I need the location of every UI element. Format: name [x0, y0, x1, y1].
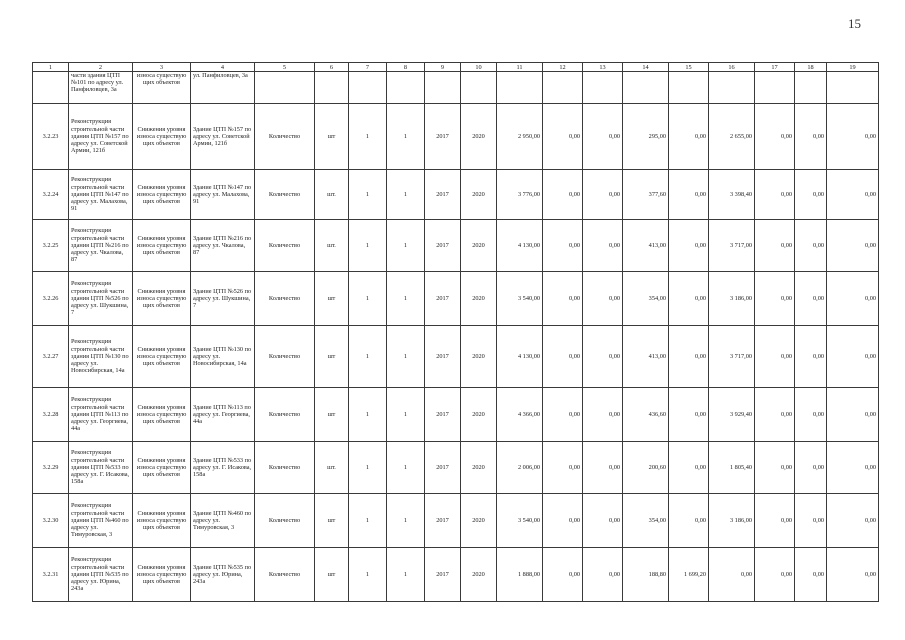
cell-c19: 0,00	[827, 494, 879, 548]
cell-c12: 0,00	[543, 548, 583, 602]
continuation-purpose: износа существую щих объектов	[133, 72, 191, 104]
cell-year-end: 2020	[461, 388, 497, 442]
cell-total: 4 366,00	[497, 388, 543, 442]
cell-c17: 0,00	[755, 388, 795, 442]
column-number: 10	[461, 63, 497, 72]
cell-c19: 0,00	[827, 548, 879, 602]
cell-c17: 0,00	[755, 104, 795, 170]
cell-v7: 1	[349, 220, 387, 272]
cell-total: 4 130,00	[497, 326, 543, 388]
cell-v8: 1	[387, 548, 425, 602]
cell-c14: 413,00	[623, 220, 669, 272]
column-number: 8	[387, 63, 425, 72]
cell-v8: 1	[387, 388, 425, 442]
cell-year-start: 2017	[425, 104, 461, 170]
cell-id: 3.2.30	[33, 494, 69, 548]
cell-purpose: Снижения уровня износа существую щих объектов	[133, 548, 191, 602]
cell-id: 3.2.23	[33, 104, 69, 170]
cell-c13: 0,00	[583, 548, 623, 602]
cell-c16: 3 398,40	[709, 170, 755, 220]
cell-name: Реконструкция строительной части здания ЦТП №533 по адресу ул. Г. Исакова, 158а	[69, 442, 133, 494]
cell-year-end: 2020	[461, 326, 497, 388]
cell-c16: 2 655,00	[709, 104, 755, 170]
cell-c15: 0,00	[669, 442, 709, 494]
cell-c18: 0,00	[795, 326, 827, 388]
cell-v7: 1	[349, 272, 387, 326]
cell-unit: шт	[315, 326, 349, 388]
cell-c15: 0,00	[669, 220, 709, 272]
column-number: 18	[795, 63, 827, 72]
cell-c13: 0,00	[583, 326, 623, 388]
column-number-row	[33, 63, 879, 72]
cell-indicator: Количество	[255, 104, 315, 170]
cell-name: Реконструкция строительной части здания ЦТП №460 по адресу ул. Тимуровская, 3	[69, 494, 133, 548]
cell-c14: 413,00	[623, 326, 669, 388]
cell-indicator: Количество	[255, 548, 315, 602]
cell-c13: 0,00	[583, 170, 623, 220]
cell-c14: 354,00	[623, 494, 669, 548]
cell-location: Здание ЦТП №535 по адресу ул. Юрина, 243а	[191, 548, 255, 602]
cell-id: 3.2.26	[33, 272, 69, 326]
cell-c19: 0,00	[827, 220, 879, 272]
cell-v7: 1	[349, 494, 387, 548]
cell-purpose: Снижения уровня износа существую щих объектов	[133, 104, 191, 170]
column-number: 14	[623, 63, 669, 72]
cell-unit: шт.	[315, 170, 349, 220]
cell-c17: 0,00	[755, 170, 795, 220]
cell-location: Здание ЦТП №216 по адресу ул. Чкалова, 87	[191, 220, 255, 272]
cell-c19: 0,00	[827, 326, 879, 388]
cell-c19: 0,00	[827, 170, 879, 220]
cell-c13: 0,00	[583, 494, 623, 548]
column-number: 1	[33, 63, 69, 72]
table-row	[33, 548, 879, 602]
cell-name: Реконструкция строительной части здания ЦТП №147 по адресу ул. Малахова, 91	[69, 170, 133, 220]
cell-id: 3.2.27	[33, 326, 69, 388]
cell-unit: шт	[315, 104, 349, 170]
cell-c19: 0,00	[827, 442, 879, 494]
cell-c13: 0,00	[583, 104, 623, 170]
cell-c17: 0,00	[755, 326, 795, 388]
cell-c15: 0,00	[669, 326, 709, 388]
cell-id: 3.2.29	[33, 442, 69, 494]
cell-c12: 0,00	[543, 170, 583, 220]
column-number: 16	[709, 63, 755, 72]
cell-indicator: Количество	[255, 442, 315, 494]
table-row	[33, 388, 879, 442]
cell-name: Реконструкция строительной части здания ЦТП №526 по адресу ул. Шукшина, 7	[69, 272, 133, 326]
cell-c17: 0,00	[755, 494, 795, 548]
cell-c13: 0,00	[583, 388, 623, 442]
cell-location: Здание ЦТП №113 по адресу ул. Георгиева, 44а	[191, 388, 255, 442]
cell-total: 2 950,00	[497, 104, 543, 170]
cell-year-start: 2017	[425, 494, 461, 548]
table-row	[33, 326, 879, 388]
cell-c14: 200,60	[623, 442, 669, 494]
page-number: 15	[848, 16, 861, 31]
cell-c12: 0,00	[543, 326, 583, 388]
cell-year-end: 2020	[461, 442, 497, 494]
table-body	[33, 63, 879, 602]
cell-c15: 1 699,20	[669, 548, 709, 602]
cell-c16: 3 186,00	[709, 494, 755, 548]
cell-purpose: Снижения уровня износа существую щих объектов	[133, 272, 191, 326]
cell-unit: шт.	[315, 442, 349, 494]
cell-c18: 0,00	[795, 104, 827, 170]
cell-v7: 1	[349, 548, 387, 602]
cell-location: Здание ЦТП №130 по адресу ул. Новосибирская, 14а	[191, 326, 255, 388]
cell-year-end: 2020	[461, 170, 497, 220]
cell-name: Реконструкция строительной части здания ЦТП №535 по адресу ул. Юрина, 243а	[69, 548, 133, 602]
cell-c14: 295,00	[623, 104, 669, 170]
cell-c18: 0,00	[795, 388, 827, 442]
cell-c15: 0,00	[669, 104, 709, 170]
cell-c15: 0,00	[669, 388, 709, 442]
cell-total: 4 130,00	[497, 220, 543, 272]
column-number: 17	[755, 63, 795, 72]
cell-c17: 0,00	[755, 220, 795, 272]
cell-location: Здание ЦТП №147 по адресу ул. Малахова, 91	[191, 170, 255, 220]
cell-c18: 0,00	[795, 494, 827, 548]
cell-v8: 1	[387, 442, 425, 494]
cell-c13: 0,00	[583, 220, 623, 272]
cell-c16: 3 929,40	[709, 388, 755, 442]
cell-indicator: Количество	[255, 326, 315, 388]
cell-indicator: Количество	[255, 272, 315, 326]
cell-c13: 0,00	[583, 272, 623, 326]
cell-v7: 1	[349, 388, 387, 442]
cell-c12: 0,00	[543, 388, 583, 442]
cell-v8: 1	[387, 104, 425, 170]
cell-c19: 0,00	[827, 272, 879, 326]
cell-year-start: 2017	[425, 326, 461, 388]
cell-c16: 0,00	[709, 548, 755, 602]
cell-year-start: 2017	[425, 272, 461, 326]
cell-id: 3.2.31	[33, 548, 69, 602]
table-row	[33, 272, 879, 326]
cell-total: 1 888,00	[497, 548, 543, 602]
continuation-row	[33, 72, 879, 104]
cell-c18: 0,00	[795, 220, 827, 272]
cell-c18: 0,00	[795, 272, 827, 326]
column-number: 4	[191, 63, 255, 72]
cell-purpose: Снижения уровня износа существую щих объектов	[133, 170, 191, 220]
cell-total: 2 006,00	[497, 442, 543, 494]
cell-year-start: 2017	[425, 388, 461, 442]
table-row	[33, 442, 879, 494]
cell-c15: 0,00	[669, 494, 709, 548]
cell-year-start: 2017	[425, 548, 461, 602]
cell-c19: 0,00	[827, 104, 879, 170]
cell-purpose: Снижения уровня износа существую щих объектов	[133, 326, 191, 388]
cell-year-start: 2017	[425, 220, 461, 272]
cell-c14: 188,80	[623, 548, 669, 602]
cell-id: 3.2.25	[33, 220, 69, 272]
cell-indicator: Количество	[255, 388, 315, 442]
cell-location: Здание ЦТП №526 по адресу ул. Шукшина, 7	[191, 272, 255, 326]
cell-c16: 3 717,00	[709, 326, 755, 388]
cell-purpose: Снижения уровня износа существую щих объектов	[133, 494, 191, 548]
cell-purpose: Снижения уровня износа существую щих объектов	[133, 220, 191, 272]
cell-location: Здание ЦТП №460 по адресу ул. Тимуровская, 3	[191, 494, 255, 548]
cell-c18: 0,00	[795, 170, 827, 220]
cell-v8: 1	[387, 326, 425, 388]
cell-indicator: Количество	[255, 170, 315, 220]
column-number: 7	[349, 63, 387, 72]
cell-purpose: Снижения уровня износа существую щих объектов	[133, 388, 191, 442]
column-number: 12	[543, 63, 583, 72]
cell-c17: 0,00	[755, 442, 795, 494]
cell-c17: 0,00	[755, 548, 795, 602]
cell-c14: 436,60	[623, 388, 669, 442]
cell-year-start: 2017	[425, 442, 461, 494]
cell-year-end: 2020	[461, 494, 497, 548]
cell-year-end: 2020	[461, 272, 497, 326]
table-row	[33, 170, 879, 220]
cell-c12: 0,00	[543, 494, 583, 548]
cell-purpose: Снижения уровня износа существую щих объектов	[133, 442, 191, 494]
table-row	[33, 494, 879, 548]
cell-total: 3 540,00	[497, 494, 543, 548]
cell-id: 3.2.24	[33, 170, 69, 220]
cell-year-end: 2020	[461, 104, 497, 170]
column-number: 3	[133, 63, 191, 72]
cell-indicator: Количество	[255, 494, 315, 548]
table-row	[33, 220, 879, 272]
cell-year-start: 2017	[425, 170, 461, 220]
cell-c17: 0,00	[755, 272, 795, 326]
cell-unit: шт	[315, 548, 349, 602]
cell-v7: 1	[349, 442, 387, 494]
cell-v7: 1	[349, 104, 387, 170]
cell-c18: 0,00	[795, 442, 827, 494]
cell-c19: 0,00	[827, 388, 879, 442]
continuation-location: ул. Панфиловцев, 3а	[191, 72, 255, 104]
column-number: 2	[69, 63, 133, 72]
cell-location: Здание ЦТП №157 по адресу ул. Советской Армии, 121б	[191, 104, 255, 170]
cell-indicator: Количество	[255, 220, 315, 272]
cell-total: 3 540,00	[497, 272, 543, 326]
cell-unit: шт.	[315, 220, 349, 272]
cell-unit: шт	[315, 494, 349, 548]
cell-unit: шт	[315, 388, 349, 442]
cell-v7: 1	[349, 326, 387, 388]
cell-v8: 1	[387, 494, 425, 548]
cell-name: Реконструкция строительной части здания ЦТП №113 по адресу ул. Георгиева, 44а	[69, 388, 133, 442]
cell-c16: 1 805,40	[709, 442, 755, 494]
cell-c12: 0,00	[543, 442, 583, 494]
cell-c14: 354,00	[623, 272, 669, 326]
cell-location: Здание ЦТП №533 по адресу ул. Г. Исакова, 158а	[191, 442, 255, 494]
cell-id: 3.2.28	[33, 388, 69, 442]
cell-c16: 3 717,00	[709, 220, 755, 272]
cell-c18: 0,00	[795, 548, 827, 602]
cell-v8: 1	[387, 220, 425, 272]
cell-name: Реконструкция строительной части здания ЦТП №157 по адресу ул. Советской Армии, 121б	[69, 104, 133, 170]
cell-c12: 0,00	[543, 104, 583, 170]
column-number: 13	[583, 63, 623, 72]
cell-v7: 1	[349, 170, 387, 220]
cell-c12: 0,00	[543, 220, 583, 272]
cell-v8: 1	[387, 170, 425, 220]
cell-c15: 0,00	[669, 170, 709, 220]
column-number: 15	[669, 63, 709, 72]
program-table	[32, 62, 879, 602]
cell-name: Реконструкция строительной части здания ЦТП №216 по адресу ул. Чкалова, 87	[69, 220, 133, 272]
cell-unit: шт	[315, 272, 349, 326]
cell-v8: 1	[387, 272, 425, 326]
column-number: 6	[315, 63, 349, 72]
column-number: 5	[255, 63, 315, 72]
cell-name: Реконструкция строительной части здания ЦТП №130 по адресу ул. Новосибирская, 14а	[69, 326, 133, 388]
cell-c15: 0,00	[669, 272, 709, 326]
cell-c13: 0,00	[583, 442, 623, 494]
column-number: 9	[425, 63, 461, 72]
cell-c14: 377,60	[623, 170, 669, 220]
continuation-name: части здания ЦТП №101 по адресу ул. Панфиловцев, 3а	[69, 72, 133, 104]
column-number: 11	[497, 63, 543, 72]
cell-year-end: 2020	[461, 548, 497, 602]
table-row	[33, 104, 879, 170]
cell-c16: 3 186,00	[709, 272, 755, 326]
cell-c12: 0,00	[543, 272, 583, 326]
column-number: 19	[827, 63, 879, 72]
cell-total: 3 776,00	[497, 170, 543, 220]
cell-year-end: 2020	[461, 220, 497, 272]
